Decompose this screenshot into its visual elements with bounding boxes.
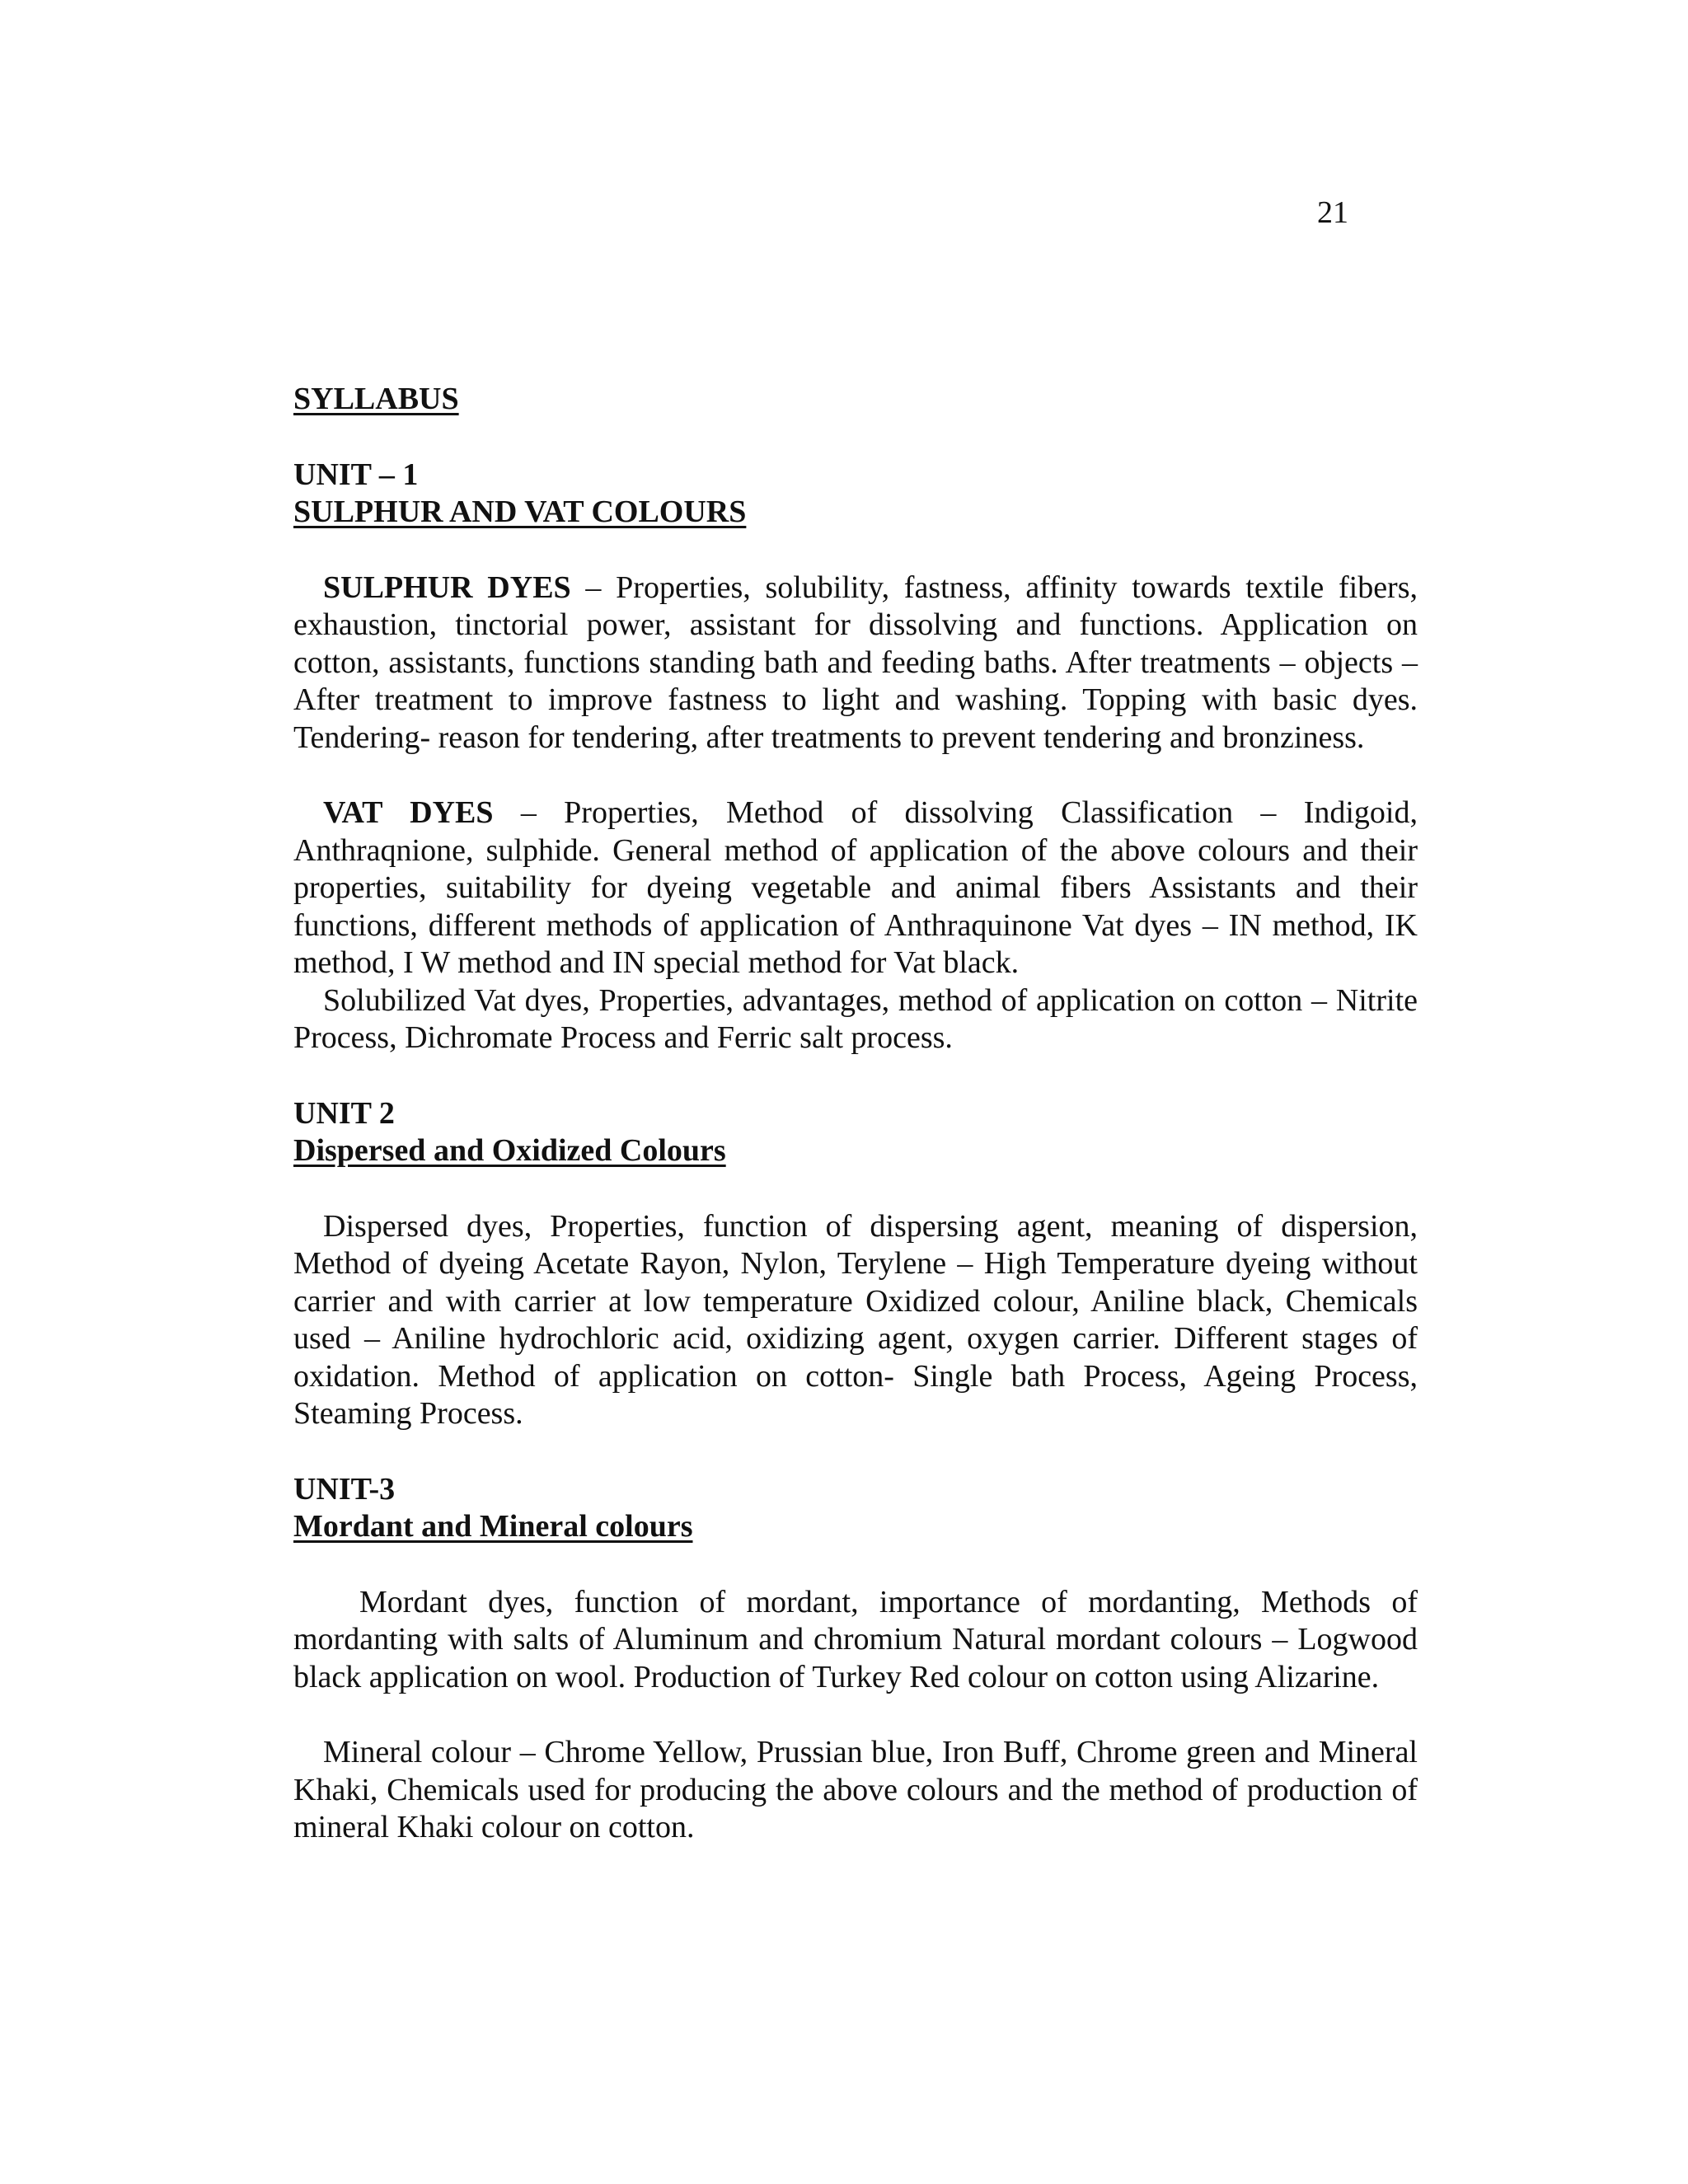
spacer <box>293 1546 1418 1584</box>
unit-1-label: UNIT – 1 <box>293 457 419 492</box>
unit-2-dispersed-paragraph <box>293 1208 1418 1433</box>
spacer <box>293 1170 1418 1208</box>
syllabus-title: SYLLABUS <box>293 382 459 416</box>
unit-1-sulphur-dyes-paragraph <box>293 569 1418 757</box>
unit-3-mineral-paragraph <box>293 1734 1418 1847</box>
mordant-text: Mordant dyes, function of mordant, importance of mordanting, Methods of mordanting with salts of Aluminum and chromium Natural mordant colours – Logwood black application on wool. Production of Turkey Red colour on cotton using Alizarine. <box>293 1584 1418 1694</box>
spacer <box>293 532 1418 569</box>
unit-2-label: UNIT 2 <box>293 1095 395 1131</box>
unit-1-solubilized-vat-paragraph <box>293 982 1418 1057</box>
sulphur-dyes-text: – Properties, solubility, fastness, affinity towards textile fibers, exhaustion, tinctorial power, assistant for dissolving and functions. Application on cotton, assistants, functions standing bath and feeding baths. After treatments – objects – After treatment to improve fastness to light and washing. Topping with basic dyes. Tendering- reason for tendering, after treatments to prevent tendering and bronziness. <box>293 569 1418 755</box>
spacer <box>293 1696 1418 1734</box>
dispersed-text: Dispersed dyes, Properties, function of dispersing agent, meaning of dispersion, Method of dyeing Acetate Rayon, Nylon, Terylene – High Temperature dyeing without carrier and with carrier at low temperature Oxidized colour, Aniline black, Chemicals used – Aniline hydrochloric acid, oxidizing agent, oxygen carrier. Different stages of oxidation. Method of application on cotton- Single bath Process, Ageing Process, Steaming Process. <box>293 1208 1418 1431</box>
vat-dyes-lead: VAT DYES <box>323 795 494 830</box>
unit-1-vat-dyes-paragraph <box>293 794 1418 982</box>
spacer <box>293 757 1418 794</box>
spacer <box>293 419 1418 457</box>
unit-2-title: Dispersed and Oxidized Colours <box>293 1133 726 1168</box>
unit-1-title: SULPHUR AND VAT COLOURS <box>293 494 747 529</box>
spacer <box>293 1057 1418 1095</box>
solubilized-vat-text: Solubilized Vat dyes, Properties, advantages, method of application on cotton – Nitrite Process, Dichromate Process and Ferric salt process. <box>293 982 1418 1055</box>
unit-3-title: Mordant and Mineral colours <box>293 1509 693 1544</box>
page-number: 21 <box>1317 195 1348 230</box>
sulphur-dyes-lead: SULPHUR DYES <box>323 569 571 605</box>
syllabus-content <box>293 381 1418 1847</box>
spacer <box>293 1433 1418 1471</box>
vat-dyes-text: – Properties, Method of dissolving Classification – Indigoid, Anthraqnione, sulphide. General method of application of the above colours and their properties, suitability for dyeing vegetable and animal fibers Assistants and their functions, different methods of application of Anthraquinone Vat dyes – IN method, IK method, I W method and IN special method for Vat black. <box>293 795 1418 980</box>
unit-3-label: UNIT-3 <box>293 1471 396 1507</box>
mineral-text: Mineral colour – Chrome Yellow, Prussian blue, Iron Buff, Chrome green and Mineral Khaki, Chemicals used for producing the above colours and the method of production of mineral Khaki colour on cotton. <box>293 1735 1418 1844</box>
unit-3-mordant-paragraph <box>293 1584 1418 1697</box>
